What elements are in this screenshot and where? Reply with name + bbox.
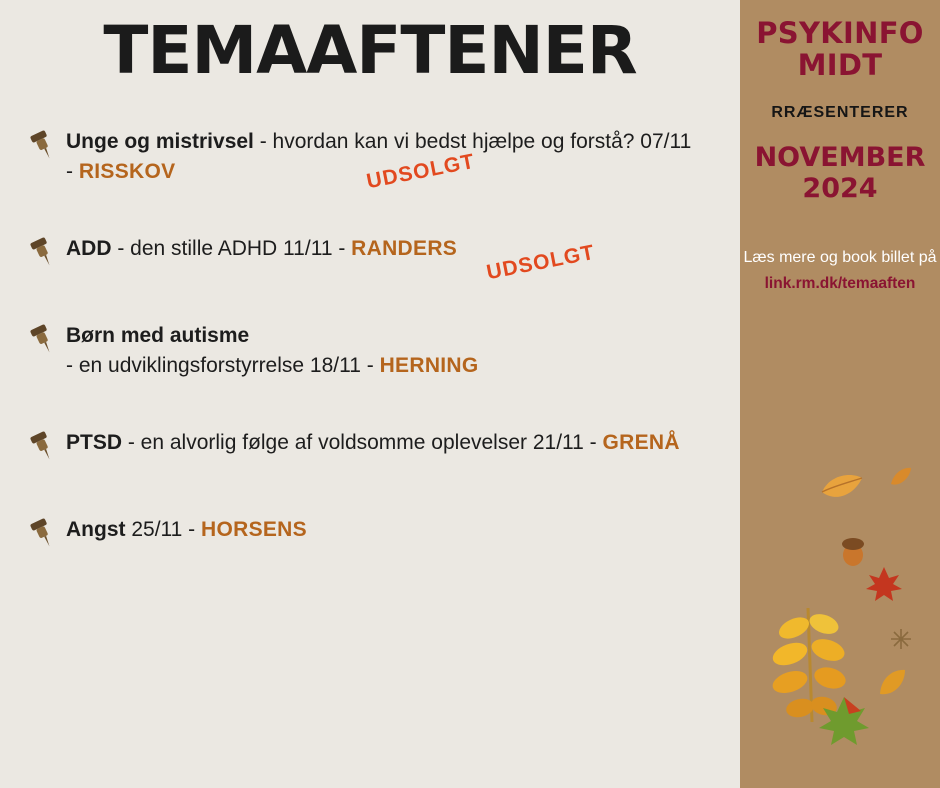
maple-leaf-icon <box>816 694 872 750</box>
event-city: HERNING <box>379 353 479 377</box>
pushpin-icon <box>26 515 66 551</box>
event-description: 25/11 - <box>125 517 201 541</box>
event-description: - den stille ADHD 11/11 - <box>111 236 352 260</box>
event-text <box>66 321 479 381</box>
event-text <box>66 515 307 545</box>
event-description: - en udviklingsforstyrrelse 18/11 - <box>66 353 380 377</box>
event-city: HORSENS <box>201 517 307 541</box>
event-city: RISSKOV <box>78 160 176 184</box>
brand-name-line1: PSYKINFO <box>756 16 924 50</box>
event-title: Unge og mistrivsel <box>66 130 254 154</box>
star-anise-icon <box>890 628 912 650</box>
year-label: 2024 <box>802 172 878 204</box>
list-item <box>26 127 740 194</box>
list-item <box>26 428 740 468</box>
maple-leaf-icon <box>864 565 904 605</box>
leaf-icon <box>875 666 909 700</box>
status-badge: UDSOLGT <box>364 150 477 194</box>
pushpin-icon <box>26 321 66 357</box>
list-item <box>26 515 740 555</box>
event-city: RANDERS <box>351 236 458 260</box>
event-city: GRENÅ <box>602 430 680 454</box>
booking-text: Læs mere og book billet på <box>743 248 937 266</box>
event-title: Angst <box>66 517 126 541</box>
leaf-icon <box>888 464 914 490</box>
event-title: Børn med autisme <box>66 323 250 347</box>
leaf-icon <box>818 470 866 510</box>
pushpin-icon <box>26 428 66 464</box>
pushpin-icon <box>26 234 66 270</box>
acorn-icon <box>836 534 870 568</box>
event-text <box>66 127 696 194</box>
leaf-decoration-group <box>740 440 940 788</box>
brand-block <box>740 0 940 82</box>
booking-link[interactable]: link.rm.dk/temaaften <box>764 275 916 293</box>
booking-info <box>740 246 940 296</box>
event-list <box>0 127 740 554</box>
event-title: ADD <box>66 236 112 260</box>
event-description: - hvordan kan vi bedst hjælpe og forstå? 07/11 - <box>66 130 692 184</box>
presents-label: RRÆSENTERER <box>771 103 909 121</box>
brand-name-line2: MIDT <box>797 47 883 82</box>
page-title: TEMAAFTENER <box>103 12 637 89</box>
status-badge: UDSOLGT <box>484 240 597 285</box>
event-title: PTSD <box>66 430 123 454</box>
event-description: - en alvorlig følge af voldsomme oplevelser 21/11 - <box>122 430 603 454</box>
pushpin-icon <box>26 127 66 163</box>
month-label: NOVEMBER <box>754 141 926 173</box>
event-text <box>66 234 597 285</box>
list-item <box>26 234 740 285</box>
list-item <box>26 321 740 381</box>
poster-sidebar <box>740 0 940 788</box>
event-text <box>66 428 680 458</box>
